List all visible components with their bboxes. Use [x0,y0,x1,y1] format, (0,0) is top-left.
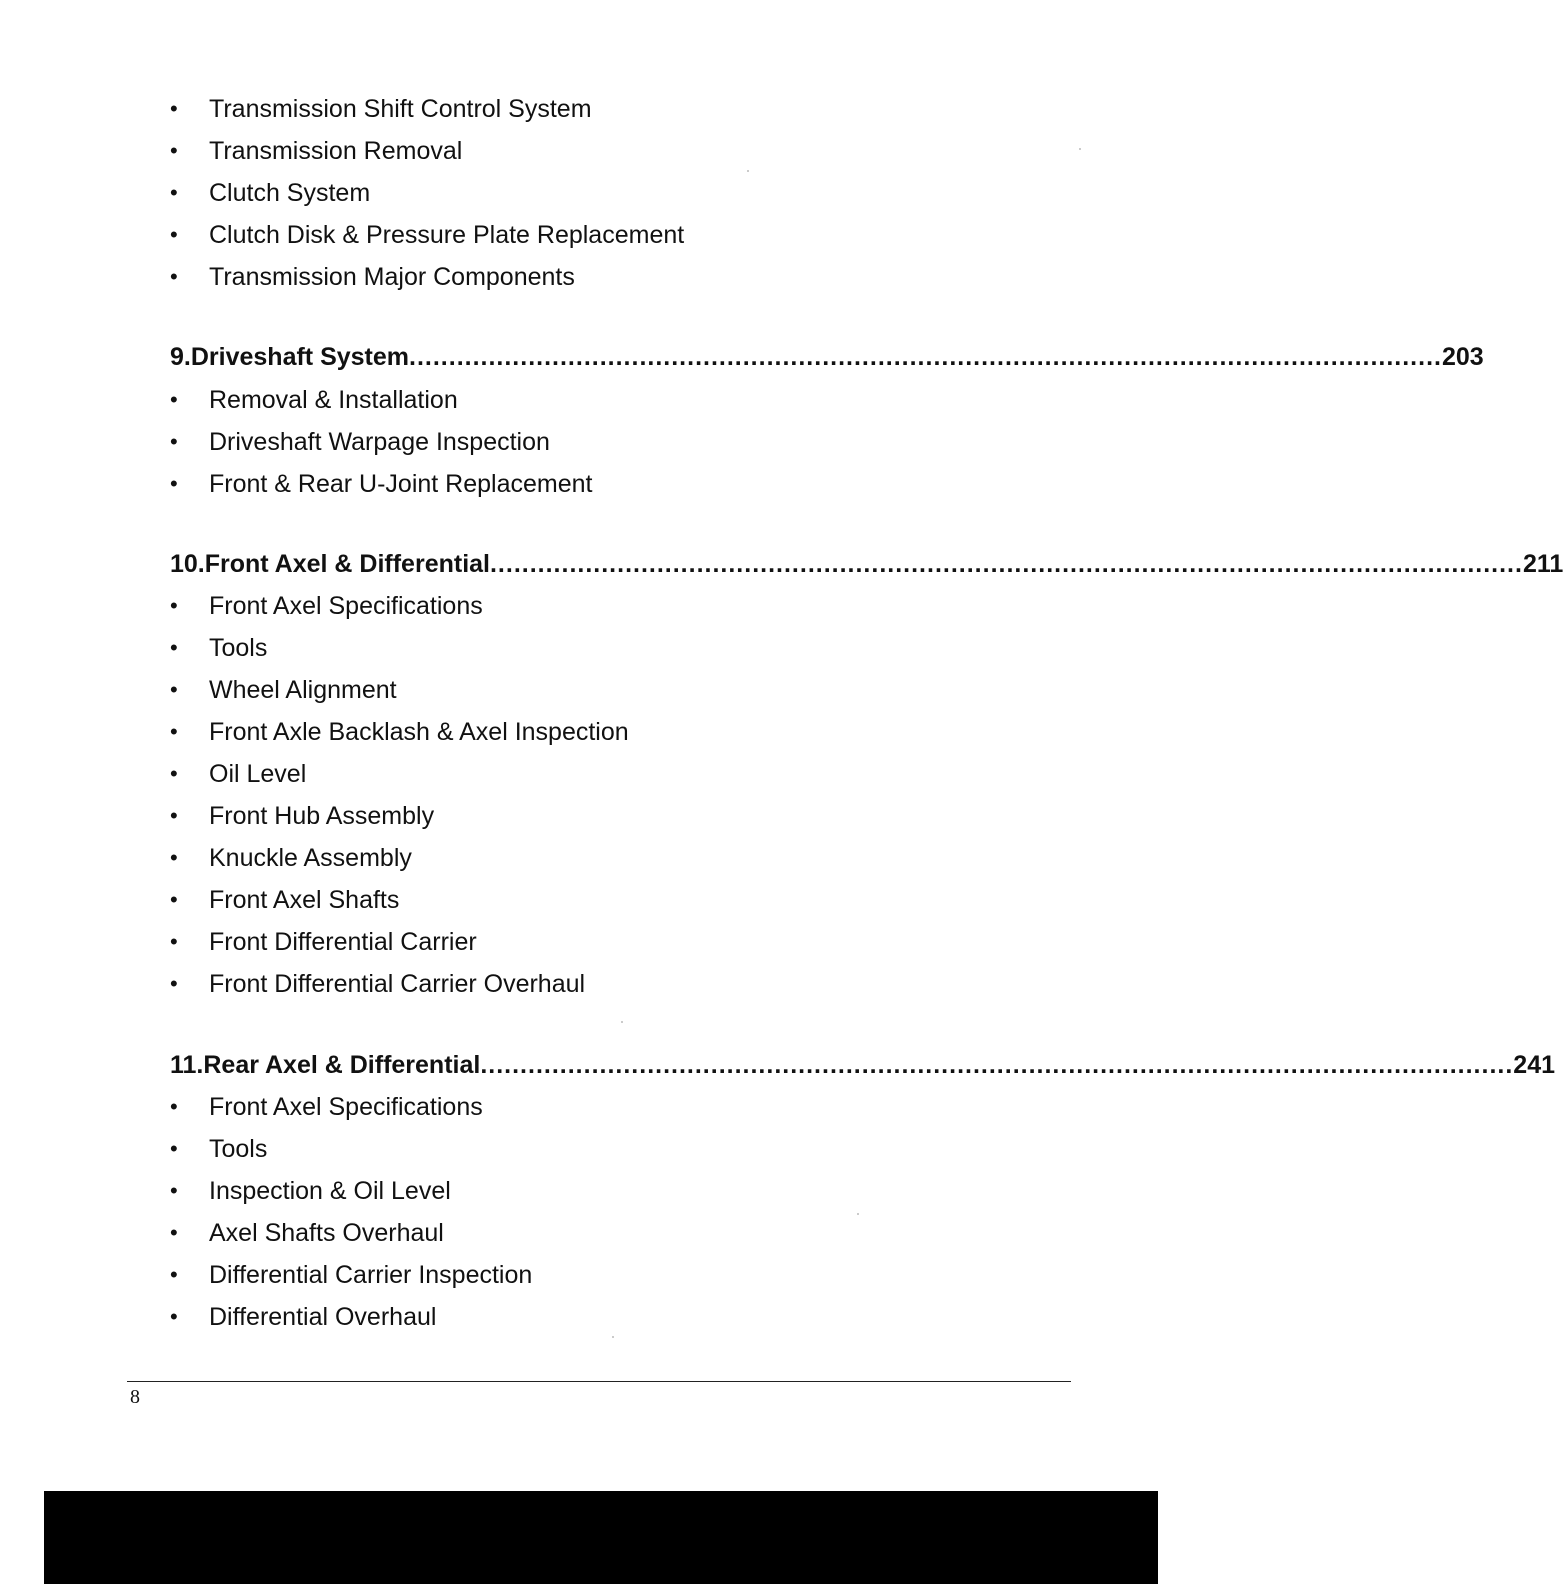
dot-leader: .................................................................................................................................. [409,343,1442,371]
section-title: Driveshaft System [190,343,410,371]
toc-entry-label: Transmission Removal [209,137,463,165]
bullet-glyph: • [170,1220,178,1245]
toc-entry-label: Knuckle Assembly [209,844,412,872]
section-title: Front Axel & Differential [204,550,490,578]
toc-entry-label: Front Axel Specifications [209,1093,483,1121]
scan-speck [612,1336,614,1338]
dot-leader: .................................................................................................................................. [480,1051,1514,1079]
toc-entry-label: Front Axel Specifications [209,592,483,620]
bullet-glyph: • [170,264,178,289]
section-title: Rear Axel & Differential [203,1051,481,1079]
bullet-glyph: • [170,180,178,205]
bullet-glyph: • [170,635,178,660]
toc-entry-label: Front & Rear U-Joint Replacement [209,470,593,498]
bullet-glyph: • [170,677,178,702]
scan-edge-artifact [44,1491,1158,1584]
toc-entry-label: Tools [209,634,268,662]
toc-entry-label: Removal & Installation [209,386,458,414]
footer-rule [127,1381,1071,1382]
scan-speck [747,170,749,172]
toc-entry-label: Front Differential Carrier [209,928,477,956]
bullet-glyph: • [170,761,178,786]
toc-entry-label: Front Hub Assembly [209,802,435,830]
bullet-glyph: • [170,138,178,163]
bullet-glyph: • [170,845,178,870]
bullet-glyph: • [170,96,178,121]
toc-entry-label: Axel Shafts Overhaul [209,1219,444,1247]
toc-entry-label: Differential Overhaul [209,1303,437,1331]
section-heading [170,547,1563,581]
bullet-glyph: • [170,887,178,912]
scan-speck [621,1021,623,1023]
bullet-glyph: • [170,222,178,247]
toc-entry-label: Clutch Disk & Pressure Plate Replacement [209,221,685,249]
section-heading [170,1048,1556,1082]
toc-entry-label: Inspection & Oil Level [209,1177,451,1205]
bullet-glyph: • [170,471,178,496]
section-page-number: 241 [1513,1051,1556,1079]
section-page-number: 203 [1441,343,1484,371]
bullet-glyph: • [170,1136,178,1161]
toc-entry-label: Clutch System [209,179,371,207]
bullet-glyph: • [170,1262,178,1287]
toc-entry-label: Front Axle Backlash & Axel Inspection [209,718,629,746]
toc-entry-label: Front Differential Carrier Overhaul [209,970,586,998]
scan-speck [1079,148,1081,150]
dot-leader: .................................................................................................................................. [489,550,1523,578]
bullet-glyph: • [170,1094,178,1119]
toc-entry-label: Wheel Alignment [209,676,397,704]
bullet-glyph: • [170,387,178,412]
bullet-glyph: • [170,1178,178,1203]
section-number: 9. [170,343,191,371]
section-page-number: 211 [1522,550,1563,578]
section-number: 10. [170,550,205,578]
toc-entry-label: Oil Level [209,760,307,788]
bullet-glyph: • [170,593,178,618]
section-heading [170,340,1484,374]
bullet-glyph: • [170,803,178,828]
bullet-glyph: • [170,719,178,744]
scan-speck [857,1213,859,1215]
bullet-glyph: • [170,429,178,454]
bullet-glyph: • [170,971,178,996]
toc-entry-label: Driveshaft Warpage Inspection [209,428,550,456]
toc-entry-label: Front Axel Shafts [209,886,400,914]
toc-entry-label: Transmission Shift Control System [209,95,592,123]
section-number: 11. [170,1051,204,1079]
page-number: 8 [130,1386,140,1408]
bullet-glyph: • [170,1304,178,1329]
toc-entry-label: Transmission Major Components [209,263,575,291]
toc-entry-label: Tools [209,1135,268,1163]
bullet-glyph: • [170,929,178,954]
toc-entry-label: Differential Carrier Inspection [209,1261,533,1289]
